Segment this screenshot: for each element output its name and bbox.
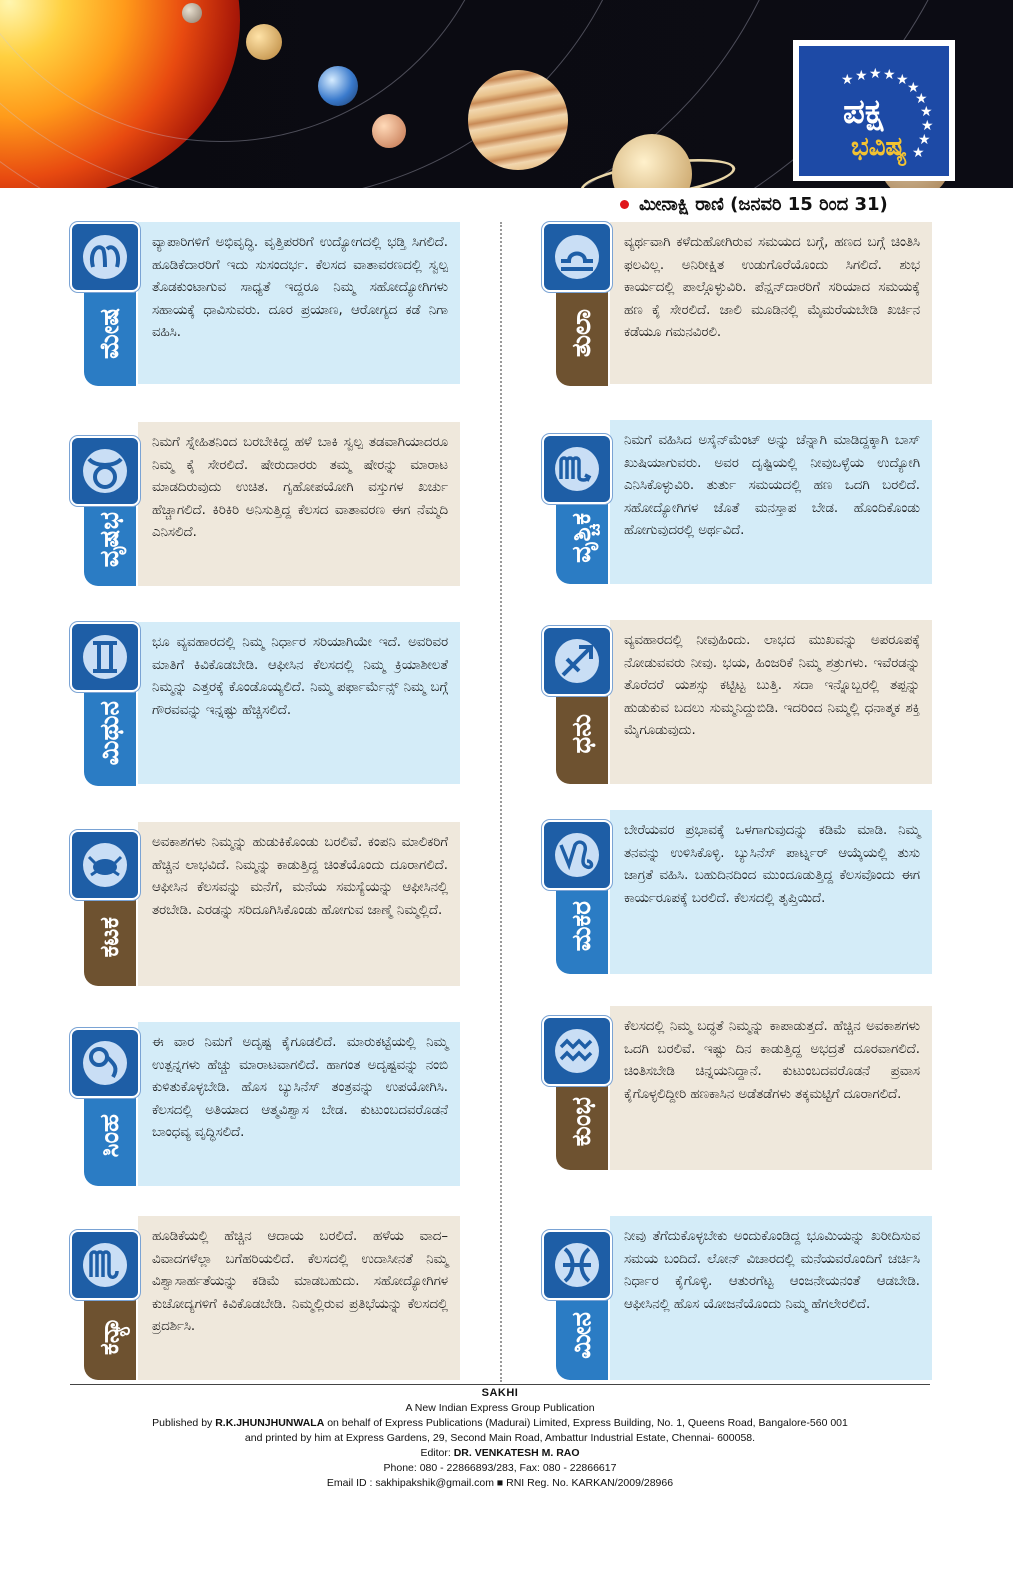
- logo-title: ಪಕ್ಷ: [843, 91, 884, 132]
- aries-icon: [70, 222, 140, 292]
- sign-prediction-text: ಈ ವಾರ ನಿಮಗೆ ಅದೃಷ್ಟ ಕೈಗೂಡಲಿದೆ. ಮಾರುಕಟ್ಟೆಯಲ್ಲಿ ನಿಮ್ಮ ಉತ್ಪನ್ನಗಳು ಹೆಚ್ಚು ಮಾರಾಟವಾಗಲಿದೆ. ಹಾಗಂತ ಅದೃಷ್ಟವನ್ನು ನಂಬಿ ಕುಳಿತುಕೊಳ್ಳಬೇಡಿ. ಹೊಸ ಬ್ಯುಸಿನೆಸ್ ತಂತ್ರವನ್ನು ಉಪಯೋಗಿಸಿ. ಕೆಲಸದಲ್ಲಿ ಅತಿಯಾದ ಆತ್ಮವಿಶ್ವಾಸ ಬೇಡ. ಕುಟುಂಬದವರೊಡನೆ ಬಾಂಧವ್ಯ ವೃದ್ಧಿಸಲಿದೆ.: [138, 1022, 460, 1186]
- taurus-icon: [70, 436, 140, 506]
- footer-rule: [70, 1384, 930, 1385]
- byline-text: ಮೀನಾಕ್ಷಿ ರಾಣಿ (ಜನವರಿ 15 ರಿಂದ 31): [639, 193, 888, 215]
- earth-planet: [318, 66, 358, 106]
- libra-icon: [542, 222, 612, 292]
- sign-card-taurus: [70, 422, 462, 586]
- sign-prediction-text: ವ್ಯರ್ಥವಾಗಿ ಕಳೆದುಹೋಗಿರುವ ಸಮಯದ ಬಗ್ಗೆ, ಹಣದ ಬಗ್ಗೆ ಚಿಂತಿಸಿ ಫಲವಿಲ್ಲ. ಅನಿರೀಕ್ಷಿತ ಉಡುಗೊರೆಯೊಂದು ಸಿಗಲಿದೆ. ಶುಭ ಕಾರ್ಯದಲ್ಲಿ ಪಾಲ್ಗೊಳ್ಳುವಿರಿ. ಪೆನ್ಷನ್‌ದಾರರಿಗೆ ಸರಿಯಾದ ಸಮಯಕ್ಕೆ ಹಣ ಕೈ ಸೇರಲಿದೆ. ಜಾಲಿ ಮೂಡಿನಲ್ಲಿ ಮೈಮರೆಯಬೇಡಿ ಖರ್ಚಿನ ಕಡೆಯೂ ಗಮನವಿರಲಿ.: [610, 222, 932, 384]
- bullet-icon: [620, 200, 629, 209]
- footer-editor-line: Editor: DR. VENKATESH M. RAO: [420, 1447, 580, 1459]
- sign-card-virgo: [70, 1216, 462, 1380]
- sign-name-tab: ಧನು: [556, 684, 608, 784]
- mars-planet: [372, 114, 406, 148]
- sign-card-pisces: [542, 1216, 934, 1380]
- sign-prediction-text: ವ್ಯಾಪಾರಿಗಳಿಗೆ ಅಭಿವೃದ್ಧಿ. ವೃತ್ತಿಪರರಿಗೆ ಉದ್ಯೋಗದಲ್ಲಿ ಭಡ್ತಿ ಸಿಗಲಿದೆ. ಹೂಡಿಕೆದಾರರಿಗೆ ಇದು ಸುಸಂದರ್ಭ. ಕೆಲಸದ ವಾತಾವರಣದಲ್ಲಿ ಸ್ವಲ್ಪ ತೊಡಕುಂಟಾಗುವ ಸಾಧ್ಯತೆ ಇದ್ದರೂ ನಿಮ್ಮ ಸಹೋದ್ಯೋಗಿಗಳು ಸಹಾಯಕ್ಕೆ ಧಾವಿಸುವರು. ದೂರ ಪ್ರಯಾಣ, ಆರೋಗ್ಯದ ಕಡೆ ನಿಗಾ ವಹಿಸಿ.: [138, 222, 460, 384]
- svg-text:★: ★: [896, 71, 909, 88]
- sagittarius-icon: [542, 626, 612, 696]
- logo-subtitle: ಭವಿಷ್ಯ: [851, 131, 907, 162]
- sign-prediction-text: ನಿಮಗೆ ಸ್ನೇಹಿತನಿಂದ ಬರಬೇಕಿದ್ದ ಹಳೆ ಬಾಕಿ ಸ್ವಲ್ಪ ತಡವಾಗಿಯಾದರೂ ನಿಮ್ಮ ಕೈ ಸೇರಲಿದೆ. ಷೇರುದಾರರು ತಮ್ಮ ಷೇರನ್ನು ಮಾರಾಟ ಮಾಡದಿರುವುದು ಉಚಿತ. ಗೃಹೋಪಯೋಗಿ ವಸ್ತುಗಳ ಖರ್ಚು ಹೆಚ್ಚಾಗಲಿದೆ. ಕಿರಿಕಿರಿ ಅನಿಸುತ್ತಿದ್ದ ಕೆಲಸದ ವಾತಾವರಣ ಈಗ ನೆಮ್ಮದಿ ಎನಿಸಲಿದೆ.: [138, 422, 460, 586]
- svg-text:★: ★: [915, 90, 928, 107]
- sign-prediction-text: ಬೇರೆಯವರ ಪ್ರಭಾವಕ್ಕೆ ಒಳಗಾಗುವುದನ್ನು ಕಡಿಮೆ ಮಾಡಿ. ನಿಮ್ಮ ತನವನ್ನು ಉಳಿಸಿಕೊಳ್ಳಿ. ಬ್ಯುಸಿನೆಸ್ ಪಾರ್ಟ್ನರ್ ಆಯ್ಕೆಯಲ್ಲಿ ತುಸು ಜಾಗ್ರತೆ ವಹಿಸಿ. ಬಹುದಿನದಿಂದ ಮುಂದೂಡುತ್ತಿದ್ದ ಕೆಲಸವೊಂದು ಈಗ ಕಾರ್ಯರೂಪಕ್ಕೆ ಬರಲಿದೆ. ಕೆಲಸದಲ್ಲಿ ತೃಪ್ತಿಯಿದೆ.: [610, 810, 932, 974]
- leo-icon: [70, 1028, 140, 1098]
- sign-name-tab: ಕಟಕ: [84, 888, 136, 986]
- svg-text:★: ★: [855, 67, 868, 84]
- pisces-icon: [542, 1230, 612, 1300]
- svg-text:★: ★: [918, 131, 931, 148]
- svg-text:★: ★: [907, 79, 920, 96]
- sign-name-tab: ಸಿಂಹ: [84, 1086, 136, 1186]
- sign-name-tab: ಮೇಷ: [84, 280, 136, 386]
- sign-name-tab: ವೃಷಭ: [84, 494, 136, 586]
- sign-name-tab: ಮಿಥುನ: [84, 680, 136, 786]
- author-byline: [620, 192, 888, 216]
- footer-printed-line: and printed by him at Express Gardens, 29, Second Main Road, Ambattur Industrial Estate, Chennai- 600058.: [244, 1432, 756, 1444]
- sign-card-cancer: [70, 822, 462, 986]
- cancer-icon: [70, 830, 140, 900]
- svg-text:★: ★: [920, 103, 933, 120]
- footer-phone: Phone: 080 - 22866893/283, Fax: 080 - 22866617: [383, 1462, 617, 1474]
- editor-name: DR. VENKATESH M. RAO: [453, 1447, 580, 1459]
- sign-name-tab: ಮೀನ: [556, 1290, 608, 1380]
- svg-text:★: ★: [883, 66, 896, 83]
- sign-card-libra: [542, 222, 934, 386]
- svg-text:★: ★: [869, 65, 882, 82]
- capricorn-icon: [542, 820, 612, 890]
- footer-publisher-line: Published by R.K.JHUNJHUNWALA on behalf of Express Publications (Madurai) Limited, Express Building, No. 1, Queens Road, Bangalore-560 001: [152, 1417, 848, 1429]
- sign-card-aries: [70, 222, 462, 386]
- scorpio-icon: [542, 434, 612, 504]
- sign-card-sagittarius: [542, 620, 934, 784]
- sign-name-tab: ಕನ್ಯಾ: [84, 1290, 136, 1380]
- sign-card-capricorn: [542, 810, 934, 974]
- sign-card-aquarius: [542, 1006, 934, 1170]
- gemini-icon: [70, 622, 140, 692]
- sign-prediction-text: ನೀವು ತೆಗೆದುಕೊಳ್ಳಬೇಕು ಅಂದುಕೊಂಡಿದ್ದ ಭೂಮಿಯನ್ನು ಖರೀದಿಸುವ ಸಮಯ ಬಂದಿದೆ. ಲೋನ್ ವಿಚಾರದಲ್ಲಿ ಮನೆಯವರೊಂದಿಗೆ ಚರ್ಚಿಸಿ ನಿರ್ಧಾರ ಕೈಗೊಳ್ಳಿ. ಆತುರಗೆಟ್ಟ ಆಂಜನೇಯನಂತೆ ಆಡಬೇಡಿ. ಆಫೀಸಿನಲ್ಲಿ ಹೊಸ ಯೋಜನೆಯೊಂದು ನಿಮ್ಮ ಹೆಗಲೇರಲಿದೆ.: [610, 1216, 932, 1380]
- footer-tagline: A New Indian Express Group Publication: [405, 1402, 595, 1414]
- mercury-planet: [182, 3, 202, 23]
- aquarius-icon: [542, 1016, 612, 1086]
- virgo-icon: [70, 1230, 140, 1300]
- column-divider: [500, 222, 502, 1382]
- sign-prediction-text: ವ್ಯವಹಾರದಲ್ಲಿ ನೀವುಹಿಂದು. ಲಾಭದ ಮುಖವನ್ನು ಅಪರೂಪಕ್ಕೆ ನೋಡುವವರು ನೀವು. ಭಯ, ಹಿಂಜರಿಕೆ ನಿಮ್ಮ ಶತ್ರುಗಳು. ಇವೆರಡನ್ನು ತೊರೆದರೆ ಯಶಸ್ಸು ಕಟ್ಟಿಟ್ಟ ಬುತ್ತಿ. ಸದಾ ಇನ್ನೊಬ್ಬರಲ್ಲಿ ತಪ್ಪನ್ನು ಹುಡುಕುವ ಬದಲು ಸುಮ್ಮನಿದ್ದುಬಿಡಿ. ಇದರಿಂದ ನಿಮ್ಮಲ್ಲಿ ಧನಾತ್ಮಕ ಶಕ್ತಿ ಮೈಗೂಡುವುದು.: [610, 620, 932, 784]
- sign-card-gemini: [70, 622, 462, 786]
- venus-planet: [246, 24, 282, 60]
- sign-name-tab: ವೃಶ್ಚಿಕ: [556, 492, 608, 584]
- sign-prediction-text: ಭೂ ವ್ಯವಹಾರದಲ್ಲಿ ನಿಮ್ಮ ನಿರ್ಧಾರ ಸರಿಯಾಗಿಯೇ ಇದೆ. ಅವರಿವರ ಮಾತಿಗೆ ಕಿವಿಕೊಡಬೇಡಿ. ಆಫೀಸಿನ ಕೆಲಸದಲ್ಲಿ ನಿಮ್ಮ ಕ್ರಿಯಾಶೀಲತೆ ನಿಮ್ಮನ್ನು ಎತ್ತರಕ್ಕೆ ಕೊಂಡೊಯ್ಯಲಿದೆ. ನಿಮ್ಮ ಪರ್ಫಾರ್ಮೆನ್ಸ್ ನಿಮ್ಮ ಬಗ್ಗೆ ಗೌರವವನ್ನು ಇನ್ನಷ್ಟು ಹೆಚ್ಚಿಸಲಿದೆ.: [138, 622, 460, 784]
- sign-prediction-text: ನಿಮಗೆ ವಹಿಸಿದ ಅಸೈನ್‌ಮೆಂಟ್ ಅನ್ನು ಚೆನ್ನಾಗಿ ಮಾಡಿದ್ದಕ್ಕಾಗಿ ಬಾಸ್ ಖುಷಿಯಾಗುವರು. ಅವರ ದೃಷ್ಟಿಯಲ್ಲಿ ನೀವುಒಳ್ಳೆಯ ಉದ್ಯೋಗಿ ಎನಿಸಿಕೊಳ್ಳುವಿರಿ. ತುರ್ತು ಸಮಯದಲ್ಲಿ ಹಣ ಒದಗಿ ಬರಲಿದೆ. ಸಹೋದ್ಯೋಗಿಗಳ ಜೊತೆ ಮನಸ್ತಾಪ ಬೇಡ. ಹೊಂದಿಕೊಂಡು ಹೋಗುವುದರಲ್ಲಿ ಅರ್ಥವಿದೆ.: [610, 420, 932, 584]
- jupiter-planet: [468, 70, 568, 170]
- svg-text:★: ★: [841, 71, 854, 88]
- sign-prediction-text: ಹೂಡಿಕೆಯಲ್ಲಿ ಹೆಚ್ಚಿನ ಆದಾಯ ಬರಲಿದೆ. ಹಳೆಯ ವಾದ–ವಿವಾದಗಳೆಲ್ಲಾ ಬಗೆಹರಿಯಲಿದೆ. ಕೆಲಸದಲ್ಲಿ ಉದಾಸೀನತೆ ನಿಮ್ಮ ವಿಶ್ವಾಸಾರ್ಹತೆಯನ್ನು ಕಡಿಮೆ ಮಾಡಬಹುದು. ಸಹೋದ್ಯೋಗಿಗಳ ಕುಚೋದ್ಯಗಳಿಗೆ ಕಿವಿಕೊಡಬೇಡಿ. ನಿಮ್ಮಲ್ಲಿರುವ ಪ್ರತಿಭೆಯನ್ನು ಕೆಲಸದಲ್ಲಿ ಪ್ರದರ್ಶಿಸಿ.: [138, 1216, 460, 1380]
- sign-name-tab: ಮಕರ: [556, 878, 608, 974]
- column-logo: [793, 40, 955, 181]
- sign-card-leo: [70, 1022, 462, 1186]
- svg-text:★: ★: [921, 117, 934, 134]
- footer-brand: SAKHI: [481, 1387, 519, 1399]
- sign-name-tab: ತುಲಾ: [556, 280, 608, 386]
- sign-name-tab: ಕುಂಭ: [556, 1074, 608, 1170]
- sign-prediction-text: ಕೆಲಸದಲ್ಲಿ ನಿಮ್ಮ ಬದ್ಧತೆ ನಿಮ್ಮನ್ನು ಕಾಪಾಡುತ್ತದೆ. ಹೆಚ್ಚಿನ ಅವಕಾಶಗಳು ಒದಗಿ ಬರಲಿವೆ. ಇಷ್ಟು ದಿನ ಕಾಡುತ್ತಿದ್ದ ಅಭದ್ರತೆ ದೂರವಾಗಲಿದೆ. ಚಿಂತಿಸಬೇಡಿ ಚಿನ್ನಯನಿದ್ದಾನೆ. ಕುಟುಂಬದವರೊಡನೆ ಪ್ರವಾಸ ಕೈಗೊಳ್ಳಲಿದ್ದೀರಿ ಹಣಕಾಸಿನ ಅಡೆತಡೆಗಳು ತಕ್ಕಮಟ್ಟಿಗೆ ದೂರಾಗಲಿದೆ.: [610, 1006, 932, 1170]
- space-banner: [0, 0, 1013, 188]
- footer-email: Email ID : sakhipakshik@gmail.com ■ RNI Reg. No. KARKAN/2009/28966: [326, 1477, 674, 1489]
- publication-footer: [70, 1386, 930, 1491]
- sign-card-scorpio: [542, 420, 934, 584]
- svg-text:★: ★: [912, 144, 925, 161]
- sign-prediction-text: ಅವಕಾಶಗಳು ನಿಮ್ಮನ್ನು ಹುಡುಕಿಕೊಂಡು ಬರಲಿವೆ. ಕಂಪನಿ ಮಾಲಿಕರಿಗೆ ಹೆಚ್ಚಿನ ಲಾಭವಿದೆ. ನಿಮ್ಮನ್ನು ಕಾಡುತ್ತಿದ್ದ ಚಿಂತೆಯೊಂದು ದೂರಾಗಲಿದೆ. ಆಫೀಸಿನ ಕೆಲಸವನ್ನು ಮನೆಗೆ, ಮನೆಯ ಸಮಸ್ಯೆಯನ್ನು ಆಫೀಸಿನಲ್ಲಿ ತರಬೇಡಿ. ಎರಡನ್ನು ಸರಿದೂಗಿಸಿಕೊಂಡು ಹೋಗುವ ಜಾಣ್ಮೆ ನಿಮ್ಮಲ್ಲಿದೆ.: [138, 822, 460, 986]
- publisher-name: R.K.JHUNJHUNWALA: [215, 1417, 325, 1429]
